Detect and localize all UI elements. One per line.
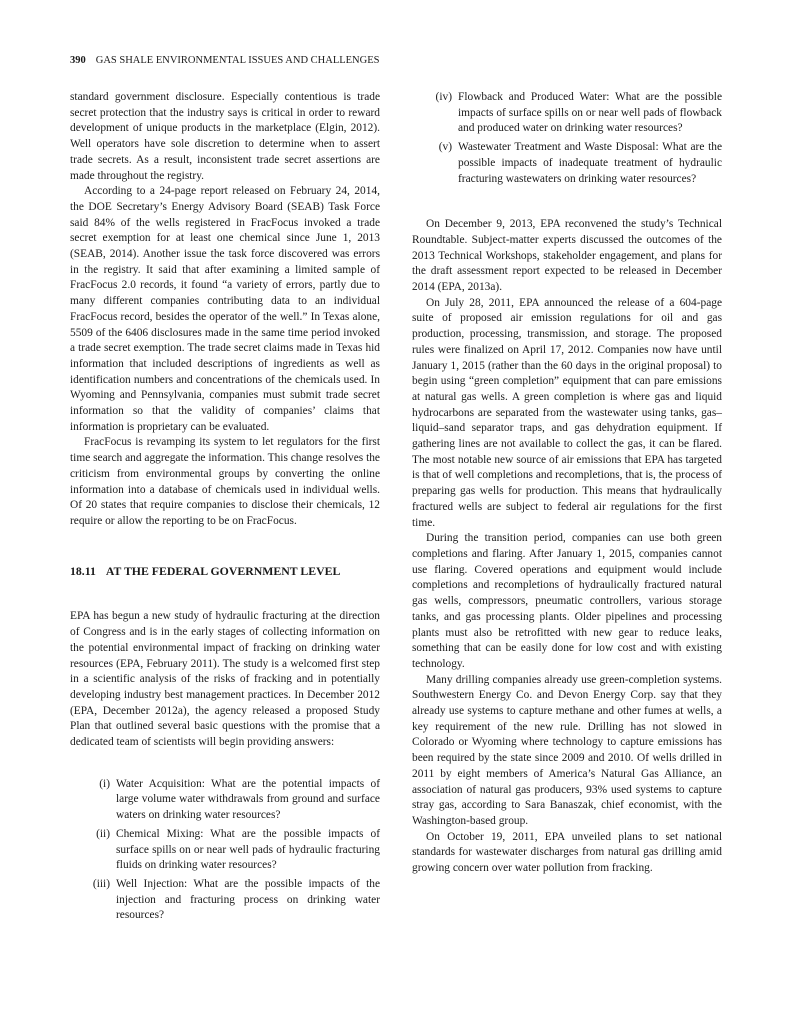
page-number: 390: [70, 55, 86, 66]
paragraph: standard government disclosure. Especially contentious is trade secret protection that the industry says is critical in order to reward development of unique products in the marketplace (Elgin, 2012). Well operators have sole discretion to determine when to assert trade secrets. As a result, inconsistent trade secret assertions are made throughout the registry.: [70, 91, 380, 182]
left-column: [70, 90, 380, 927]
paragraph: EPA has begun a new study of hydraulic fracturing at the direction of Congress and is in the early stages of collecting information on the potential environmental impact of fracking on drinking water resources (EPA, February 2011). The study is a welcomed first step in a scientific analysis of the risks of fracking and in potentially developing industry best management practices. In December 2012 (EPA, December 2012a), the agency released a proposed Study Plan that outlined several basic questions with the promise that a dedicated team of scientists will begin providing answers:: [70, 610, 380, 749]
list-item-text: Chemical Mixing: What are the possible impacts of surface spills on or near well pads of hydraulic fracturing fluids on drinking water resources?: [116, 827, 380, 872]
paragraph: According to a 24-page report released on February 24, 2014, the DOE Secretary’s Energy Advisory Board (SEAB) Task Force said 84% of the wells registered in FracFocus invoked a trade secret exemption for at least one chemical since June 1, 2013 (SEAB, 2014). Another issue the task force discovered was errors in the registry. It said that after examining a limited sample of FracFocus 2.0 records, it found “a variety of errors, partly due to many different companies contributing data to an individual FracFocus record, besides the operator of the well.” In Texas alone, 5509 of the 6406 disclosures made in the same time period invoked a trade secret exemption. The trade secret claims made in Texas hid information that included descriptions of ingredients as well as identification numbers and concentrations of the chemicals used. In Wyoming and Pennsylvania, companies must submit trade secret information so that the validity of companies’ claims that information is proprietary can be evaluated.: [70, 185, 380, 433]
list-marker: (iv): [435, 91, 452, 103]
list-item: [70, 777, 380, 824]
list-marker: (ii): [96, 827, 110, 840]
list-item-text: Flowback and Produced Water: What are the possible impacts of surface spills on or near well pads of flowback and produced water on drinking water resources?: [458, 91, 722, 135]
list-item: [412, 140, 722, 187]
list-item: [70, 827, 380, 874]
question-list: [412, 90, 722, 187]
list-marker: (v): [438, 141, 452, 154]
running-title: GAS SHALE ENVIRONMENTAL ISSUES AND CHALLENGES: [95, 55, 380, 66]
list-item-text: Well Injection: What are the possible impacts of the injection and fracturing process on drinking water resources?: [116, 877, 380, 922]
section-heading: [70, 564, 380, 580]
list-item-text: Water Acquisition: What are the potential impacts of large volume water withdrawals from ground and surface waters on drinking water resources?: [116, 777, 380, 822]
right-column: [412, 90, 722, 877]
paragraph: On July 28, 2011, EPA announced the release of a 604-page suite of proposed air emission regulations for oil and gas production, processing, transmission, and storage. The proposed rules were finalized on April 17, 2012. Companies now have until January 1, 2015 (rather than the 60 days in the original proposal) to begin using “green completion” equipment that can pare emissions at natural gas wells. A green completion is where gas and liquid hydrocarbons are separated from the wastewater using tanks, gas–liquid–sand separator traps, and gas dehydration equipment. If gathering lines are not available to collect the gas, it can be flared. The most notable new source of air emissions that EPA has targeted is that of well completions and recompletions, that is, the process of preparing gas wells for production. This means that hydraulically fractured wells are subject to federal air regulations for the first time.: [412, 296, 722, 529]
paragraph: On October 19, 2011, EPA unveiled plans to set national standards for wastewater discharges from natural gas drilling amid growing concern over water pollution from fracking.: [412, 830, 722, 875]
section-number: 18.11: [70, 563, 96, 578]
list-item-text: Wastewater Treatment and Waste Disposal: What are the possible impacts of inadequate treatment of hydraulic fracturing wastewaters on drinking water resources?: [458, 141, 722, 185]
question-list: [70, 777, 380, 924]
paragraph: FracFocus is revamping its system to let regulators for the first time search and aggregate the information. This change resolves the criticism from environmental groups by converting the online information into a database of chemicals used in individual wells. Of 20 states that require companies to disclose their chemicals, 12 require or allow the reporting to be on FracFocus.: [70, 436, 380, 527]
list-marker: (i): [99, 777, 110, 790]
list-marker: (iii): [92, 877, 110, 890]
list-item: [412, 90, 722, 137]
paragraph: Many drilling companies already use green-completion systems. Southwestern Energy Co. and Devon Energy Corp. say that they already use systems to capture methane and other fumes at wells, a key requirement of the new rule. Drilling has not slowed in Colorado or Wyoming where technology to capture emissions has been required by the state since 2009 and 2010. Of wells drilled in 2011 by eight members of America’s Natural Gas Alliance, an association of natural gas producers, 93% used systems to capture stray gas, according to Sara Banaszak, chief economist, with the Washington-based group.: [412, 673, 722, 827]
list-item: [70, 877, 380, 924]
section-title: AT THE FEDERAL GOVERNMENT LEVEL: [105, 563, 341, 578]
paragraph: On December 9, 2013, EPA reconvened the study’s Technical Roundtable. Subject-matter experts discussed the outcomes of the 2013 Technical Workshops, stakeholder engagement, and plans for the draft assessment report expected to be released in December 2014 (EPA, 2013a).: [412, 218, 722, 294]
paragraph: During the transition period, companies can use both green completions and flaring. After January 1, 2015, companies cannot use flaring. Covered operations and equipment would include completions and recompletions of hydraulically fractured natural gas wells, compressors, pneumatic controllers, various storage tanks, and gas processing plants. Older pipelines and processing plants must also be retrofitted with new gear to reduce leaks, something that can be easily done for low cost and with existing technology.: [412, 532, 722, 670]
running-head: [70, 54, 730, 68]
